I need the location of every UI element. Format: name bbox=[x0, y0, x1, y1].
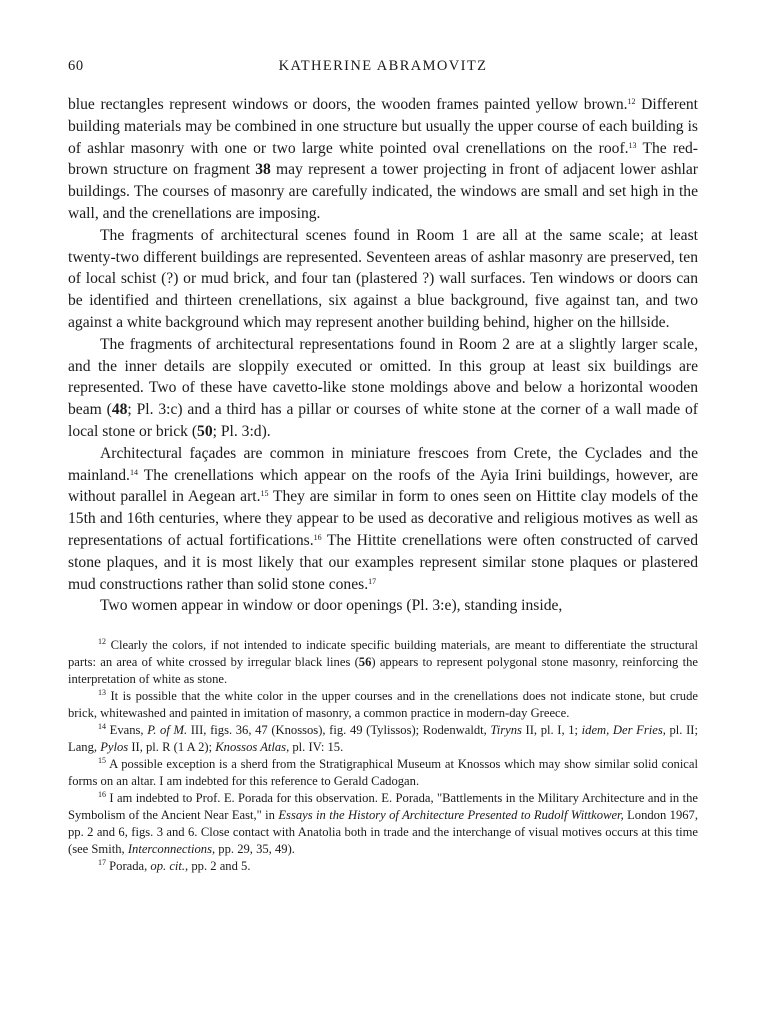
footnote-12: $^{12}$ Clearly the colors, if not intended to indicate specific building materials, are meant to differentiate the structural parts: an area of white crossed by irregular black lines (56) appears to represent polygonal stone masonry, reinforcing the interpretation of white as stone. bbox=[68, 637, 698, 687]
footnote-14: $^{14}$ Evans, P. of M. III, figs. 36, 47 (Knossos), fig. 49 (Tylissos); Rodenwaldt, Tiryns II, pl. I, 1; idem, Der Fries, pl. II; Lang, Pylos II, pl. R (1 A 2); Knossos Atlas, pl. IV: 15. bbox=[68, 722, 698, 755]
paragraph-3: The fragments of architectural representations found in Room 2 are at a slightly larger scale, and the inner details are sloppily executed or omitted. In this group at least six buildings are represented. Two of these have cavetto-like stone moldings above and below a horizontal wooden beam (48; Pl. 3:c) and a third has a pillar or courses of white stone at the corner of a wall made of local stone or brick (50; Pl. 3:d). bbox=[68, 335, 698, 440]
footnotes bbox=[68, 637, 698, 875]
paragraph-1: blue rectangles represent windows or doors, the wooden frames painted yellow brown.$^{12}$ Different building materials may be combined in one structure but usually the upper course of each building is of ashlar masonry with one or two large white pointed oval crenellations on the roof.$^{13}$ The red-brown structure on fragment 38 may represent a tower projecting in front of adjacent lower ashlar buildings. The courses of masonry are carefully indicated, the windows are small and set high in the wall, and the crenellations are imposing. bbox=[68, 96, 699, 222]
footnote-15: $^{15}$ A possible exception is a sherd from the Stratigraphical Museum at Knossos which may show similar solid conical forms on an altar. I am indebted for this reference to Gerald Cadogan. bbox=[68, 756, 698, 789]
fragment-ref-38: 38 bbox=[255, 161, 271, 179]
fragment-ref-48: 48 bbox=[111, 401, 128, 419]
running-head bbox=[68, 56, 698, 78]
paragraph-2: The fragments of architectural scenes found in Room 1 are all at the same scale; at least twenty-two different buildings are represented. Seventeen areas of ashlar masonry are preserved, ten of local schist (?) or mud brick, and four tan (plastered ?) wall surfaces. Ten windows or doors can be identified and thirteen crenellations, six against a blue background, five against tan, and two against a white background which may represent another building behind, higher on the hillside. bbox=[68, 226, 698, 331]
footnote-16: $^{16}$ I am indebted to Prof. E. Porada for this observation. E. Porada, "Battlements in the Military Architecture and in the Symbolism of the Ancient Near East," in Essays in the History of Architecture Presented to Rudolf Wittkower, London 1967, pp. 2 and 6, figs. 3 and 6. Close contact with Anatolia both in trade and the interchange of visual motives occurs at this time (see Smith, Interconnections, pp. 29, 35, 49). bbox=[68, 790, 698, 857]
page-number: 60 bbox=[68, 58, 84, 74]
page bbox=[68, 56, 698, 875]
fragment-ref-50: 50 bbox=[197, 422, 213, 440]
footnote-ref-17[interactable]: 17 bbox=[368, 576, 377, 586]
footnote-13: $^{13}$ It is possible that the white color in the upper courses and in the crenellations does not indicate stone, but crude brick, whitewashed and painted in imitation of masonry, a common practice in modern-day Greece. bbox=[68, 688, 698, 721]
footnote-17: $^{17}$ Porada, op. cit., pp. 2 and 5. bbox=[98, 858, 251, 874]
footnote-ref-15[interactable]: 15 bbox=[260, 489, 269, 499]
header-author: KATHERINE ABRAMOVITZ bbox=[278, 58, 488, 74]
footnote-ref-13[interactable]: 13 bbox=[628, 140, 637, 150]
footnote-ref-14[interactable]: 14 bbox=[129, 467, 138, 477]
footnote-ref-12[interactable]: 12 bbox=[627, 97, 636, 106]
paragraph-4: Architectural façades are common in miniature frescoes from Crete, the Cyclades and the mainland.$^{14}$ The crenellations which appear on the roofs of the Ayia Irini buildings, however, are without parallel in Aegean art.$^{15}$ They are similar in form to ones seen on Hittite clay models of the 15th and 16th centuries, where they appear to be used as decorative and religious motives as well as representations of actual fortifications.$^{16}$ The Hittite crenellations were often constructed of carved stone plaques, and it is most likely that our examples represent similar stone plaques or plastered mud constructions rather than solid stone cones.$^{17}$ bbox=[68, 444, 698, 593]
body-text bbox=[68, 94, 698, 617]
paragraph-5: Two women appear in window or door openings (Pl. 3:e), standing inside, bbox=[100, 597, 563, 615]
footnote-ref-16[interactable]: 16 bbox=[313, 532, 322, 542]
